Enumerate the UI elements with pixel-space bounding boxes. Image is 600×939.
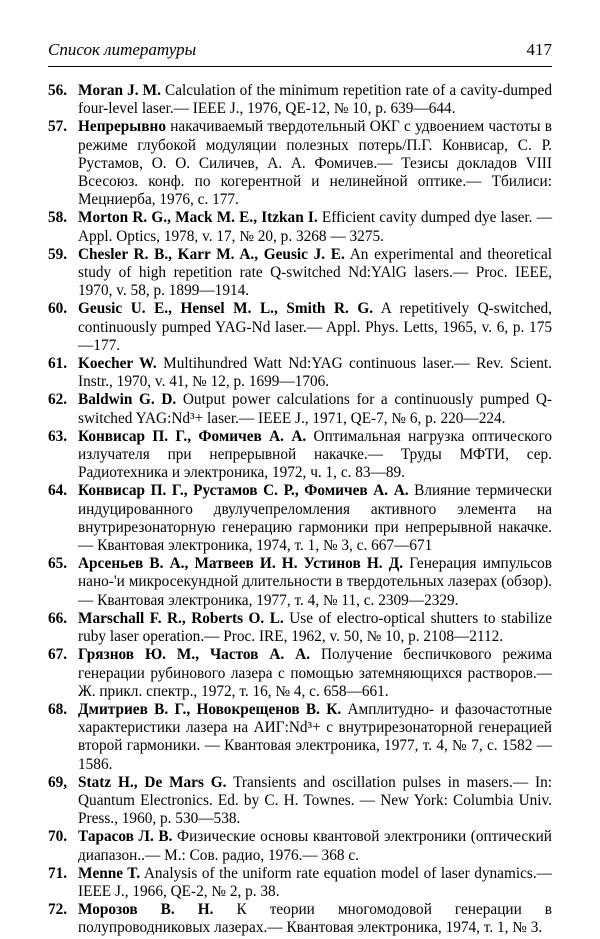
reference-body — [78, 355, 552, 391]
reference-text: накачиваемый твердотельный ОКГ с удвоением частоты в режиме глубокой модуляции полезных потерь/П.Г. Конвисар, С. Р. Рустамов, О. О. Силичев, А. А. Фомичев.— Тезисы докладов VIII Всесоюз. конф. по когерентной и нелинейной оптике.— Тбилиси: Мецниерба, 1976, с. 177. — [78, 118, 552, 209]
reference-number: 70. — [48, 828, 68, 846]
reference-text: An experimental and theoretical study of high repetition rate Q-switched Nd:YAlG lasers.— Proc. IEEE, 1970, v. 58, p. 1899—1914. — [78, 245, 552, 300]
reference-authors: Chesler R. B., Karr M. A., Geusic J. E. — [78, 245, 345, 263]
reference-body — [78, 246, 552, 301]
reference-list — [48, 82, 552, 938]
reference-body — [78, 555, 552, 610]
running-header — [48, 40, 552, 67]
reference-body — [78, 82, 552, 118]
reference-number: 57. — [48, 118, 68, 136]
reference-authors: Marschall F. R., Roberts O. L. — [78, 609, 284, 627]
reference-number: 59. — [48, 245, 68, 263]
reference-number: 64. — [48, 482, 68, 500]
reference-authors: Конвисар П. Г., Рустамов С. Р., Фомичев А. А. — [78, 482, 409, 500]
reference-body — [78, 646, 552, 701]
reference-text: Амплитудно- и фазочастотные характеристики лазера на АИГ:Nd³+ с внутрирезонаторной генерацией второй гармоники. — Квантовая электроника, 1977, т. 4, № 7, с. 1582 — 1586. — [78, 700, 552, 773]
reference-entry — [48, 646, 552, 701]
reference-entry — [48, 300, 552, 355]
reference-authors: Statz H., De Mars G. — [78, 773, 227, 791]
reference-text: Use of electro-optical shutters to stabilize ruby laser operation.— Proc. IRE, 1962, v. 50, № 10, p. 2108—2112. — [78, 609, 552, 646]
reference-text: Генерация импульсов нано-'и микросекундной длительности в твердотельных лазерах (обзор). — Квантовая электроника, 1977, т. 4, № 11, с. 2309—2329. — [78, 555, 552, 609]
reference-text: Оптимальная нагрузка оптического излучателя при непрерывной накачке.— Труды МФТИ, сер. Радиотехника и электроника, 1972, ч. 1, с. 83—89. — [78, 427, 552, 482]
reference-text: Output power calculations for a continuously pumped Q-switched YAG:Nd³+ laser.— IEEE J., 1971, QE-7, № 6, p. 220—224. — [78, 391, 552, 427]
reference-authors: Конвисар П. Г., Фомичев А. А. — [78, 427, 307, 445]
reference-text: Multihundred Watt Nd:YAG continuous laser.— Rev. Scient. Instr., 1970, v. 41, № 12, p. 1699—1706. — [78, 355, 553, 391]
reference-authors: Непрерывно — [78, 118, 166, 136]
reference-entry — [48, 246, 552, 301]
reference-entry — [48, 555, 552, 610]
reference-entry — [48, 209, 552, 245]
reference-number: 63. — [48, 427, 68, 445]
reference-body — [78, 300, 552, 355]
reference-entry — [48, 701, 552, 774]
reference-entry — [48, 610, 552, 646]
reference-number: 67. — [48, 646, 68, 664]
reference-body — [78, 774, 552, 829]
reference-authors: Тарасов Л. В. — [78, 828, 173, 846]
reference-authors: Menne T. — [78, 864, 141, 882]
reference-number: 68. — [48, 700, 68, 718]
reference-body — [78, 118, 552, 209]
reference-number: 66. — [48, 609, 68, 627]
reference-text: Влияние термически индуцированного двулучепреломления активного элемента на внутрирезонаторную генерацию гармоники при непрерывной накачке.— Квантовая электроника, 1974, т. 1, № 3, с. 667—671 — [78, 482, 552, 555]
reference-authors: Грязнов Ю. М., Частов А. А. — [78, 646, 311, 664]
reference-entry — [48, 901, 552, 937]
reference-text: A repetitively Q-switched, continuously pumped YAG-Nd laser.— Appl. Phys. Letts, 1965, v. 6, p. 175—177. — [78, 300, 552, 354]
reference-text: Efficient cavity dumped dye laser. — Appl. Optics, 1978, v. 17, № 20, p. 3268 — 3275. — [78, 209, 552, 245]
reference-entry — [48, 391, 552, 427]
reference-entry — [48, 482, 552, 555]
reference-body — [78, 391, 552, 427]
reference-text: Transients and oscillation pulses in masers.— In: Quantum Electronics. Ed. by C. H. Townes. — New York: Columbia Univ. Press., 1960, p. 530—538. — [78, 773, 552, 828]
reference-number: 62. — [48, 391, 68, 409]
reference-number: 60. — [48, 300, 68, 318]
reference-text: Получение беспичкового режима генерации рубинового лазера с помощью затемняющихся растворов.— Ж. прикл. спектр., 1972, т. 16, № 4, с. 658—661. — [78, 646, 553, 700]
reference-number: 61. — [48, 355, 68, 373]
reference-number: 56. — [48, 82, 68, 99]
reference-body — [78, 901, 552, 937]
reference-authors: Морозов В. Н. — [78, 901, 214, 919]
reference-entry — [48, 828, 552, 864]
reference-number: 71. — [48, 864, 68, 882]
reference-entry — [48, 82, 552, 118]
page-number: 417 — [526, 40, 552, 59]
reference-authors: Koecher W. — [78, 355, 157, 373]
reference-text: К теории многомодовой генерации в полупроводниковых лазерах.— Квантовая электроника, 1974, т. 1, № 3. — [78, 901, 553, 937]
reference-authors: Morton R. G., Mack M. E., Itzkan I. — [78, 209, 318, 227]
reference-text: Физические основы квантовой электроники (оптический диапазон..— М.: Сов. радио, 1976.— 368 с. — [78, 828, 552, 864]
reference-authors: Baldwin G. D. — [78, 391, 177, 409]
reference-entry — [48, 865, 552, 901]
reference-authors: Дмитриев В. Г., Новокрещенов В. К. — [78, 700, 342, 718]
reference-number: 58. — [48, 209, 68, 227]
reference-body — [78, 209, 552, 245]
reference-text: Calculation of the minimum repetition rate of a cavity-dumped four-level laser.— IEEE J., 1976, QE-12, № 10, p. 639—644. — [78, 82, 552, 118]
reference-entry — [48, 428, 552, 483]
reference-authors: Арсеньев В. А., Матвеев И. Н. Устинов Н. Д. — [78, 555, 404, 573]
reference-entry — [48, 118, 552, 209]
reference-entry — [48, 355, 552, 391]
reference-authors: Moran J. M. — [78, 82, 161, 99]
reference-entry — [48, 774, 552, 829]
reference-body — [78, 428, 552, 483]
reference-number: 72. — [48, 901, 68, 919]
section-title: Список литературы — [48, 40, 197, 59]
reference-body — [78, 701, 552, 774]
reference-body — [78, 610, 552, 646]
reference-number: 69, — [48, 773, 68, 791]
reference-body — [78, 865, 552, 901]
reference-authors: Geusic U. E., Hensel M. L., Smith R. G. — [78, 300, 374, 318]
reference-text: Analysis of the uniform rate equation model of laser dynamics.— IEEE J., 1966, QE-2, № 2, p. 38. — [78, 864, 552, 900]
reference-body — [78, 828, 552, 864]
reference-body — [78, 482, 552, 555]
reference-number: 65. — [48, 555, 68, 573]
